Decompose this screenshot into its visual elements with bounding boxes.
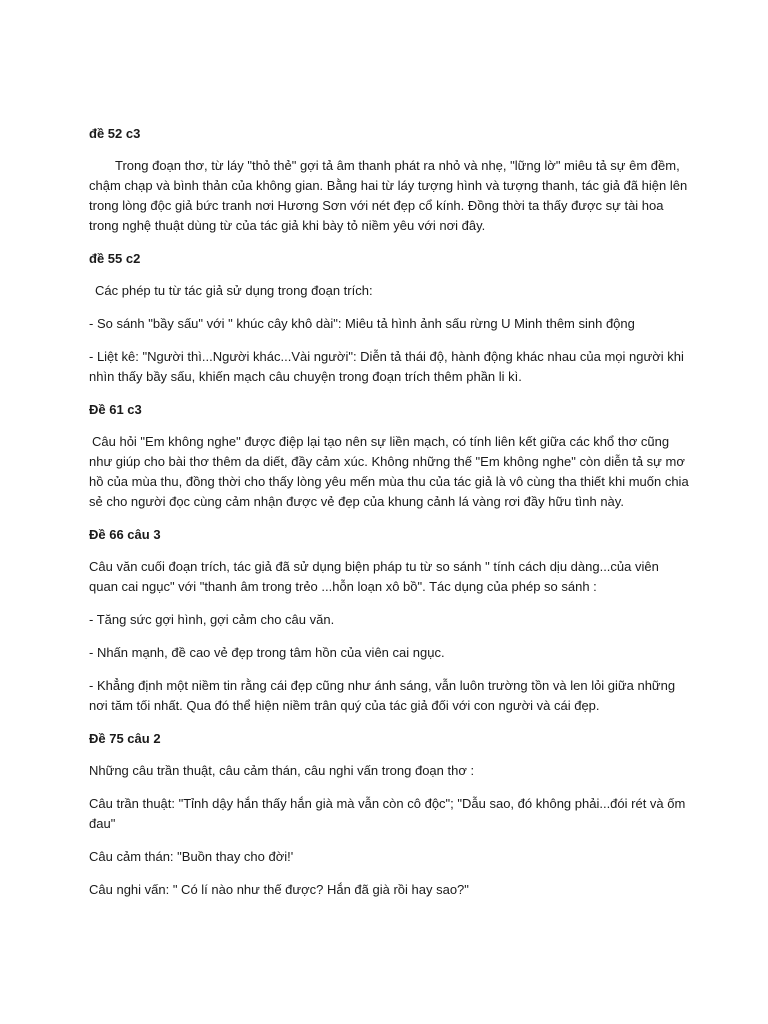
paragraph: Câu cảm thán: "Buồn thay cho đời!'	[89, 849, 294, 864]
section-heading: đề 55 c2	[89, 251, 141, 266]
paragraph: Những câu trần thuật, câu cảm thán, câu nghi vấn trong đoạn thơ :	[89, 763, 475, 778]
section-heading: Đề 75 câu 2	[89, 731, 161, 746]
section-de-55	[89, 249, 689, 387]
paragraph: Các phép tu từ tác giả sử dụng trong đoạn trích:	[95, 283, 373, 298]
paragraph: Trong đoạn thơ, từ láy "thỏ thẻ" gợi tả âm thanh phát ra nhỏ và nhẹ, "lững lờ" miêu tả sự êm đềm, chậm chạp và bình thản của không gian. Bằng hai từ láy tượng hình và tượng thanh, tác giả đã hiện lên trong lòng độc giả bức tranh nơi Hương Sơn với nét đẹp cổ kính. Đồng thời ta thấy được sự tài hoa trong nghệ thuật dùng từ của tác giả khi bày tỏ niềm yêu với nơi đây.	[89, 158, 688, 233]
section-de-66	[89, 525, 689, 716]
section-de-75	[89, 729, 689, 900]
section-heading: đề 52 c3	[89, 126, 141, 141]
paragraph: - Nhấn mạnh, đề cao vẻ đẹp trong tâm hồn của viên cai ngục.	[89, 645, 445, 660]
paragraph: Câu văn cuối đoạn trích, tác giả đã sử dụng biện pháp tu từ so sánh " tính cách dịu dàng...của viên quan cai ngục" với "thanh âm trong trẻo ...hỗn loạn xô bồ". Tác dụng của phép so sánh :	[89, 559, 659, 594]
paragraph: - Khẳng định một niềm tin rằng cái đẹp cũng như ánh sáng, vẫn luôn trường tồn và len lỏi giữa những nơi tăm tối nhất. Qua đó thể hiện niềm trân quý của tác giả đối với con người và cái đẹp.	[89, 678, 676, 713]
section-de-61	[89, 400, 689, 512]
section-heading: Đề 66 câu 3	[89, 527, 161, 542]
section-heading: Đề 61 c3	[89, 402, 142, 417]
paragraph: - Liệt kê: "Người thì...Người khác...Vài người": Diễn tả thái độ, hành động khác nhau của mọi người khi nhìn thấy bầy sấu, khiến mạch câu chuyện trong đoạn trích thêm phần li kì.	[89, 349, 684, 384]
paragraph: Câu nghi vấn: " Có lí nào như thế được? Hắn đã già rồi hay sao?"	[89, 882, 469, 897]
section-de-52	[89, 124, 689, 236]
document-page	[89, 124, 689, 913]
paragraph: Câu hỏi "Em không nghe" được điệp lại tạo nên sự liền mạch, có tính liên kết giữa các khổ thơ cũng như giúp cho bài thơ thêm da diết, đầy cảm xúc. Không những thế "Em không nghe" còn diễn tả sự mơ hồ của mùa thu, đồng thời cho thấy lòng yêu mến mùa thu của tác giả là vô cùng tha thiết khi muốn chia sẻ cho người đọc cùng cảm nhận được vẻ đẹp của khung cảnh lá vàng rơi đầy hữu tình này.	[89, 434, 689, 509]
paragraph: - Tăng sức gợi hình, gợi cảm cho câu văn.	[89, 612, 335, 627]
paragraph: - So sánh "bầy sấu" với " khúc cây khô dài": Miêu tả hình ảnh sấu rừng U Minh thêm sinh động	[89, 316, 635, 331]
paragraph: Câu trần thuật: "Tỉnh dậy hắn thấy hắn già mà vẫn còn cô độc"; "Dẫu sao, đó không phải...đói rét và ốm đau"	[89, 796, 686, 831]
